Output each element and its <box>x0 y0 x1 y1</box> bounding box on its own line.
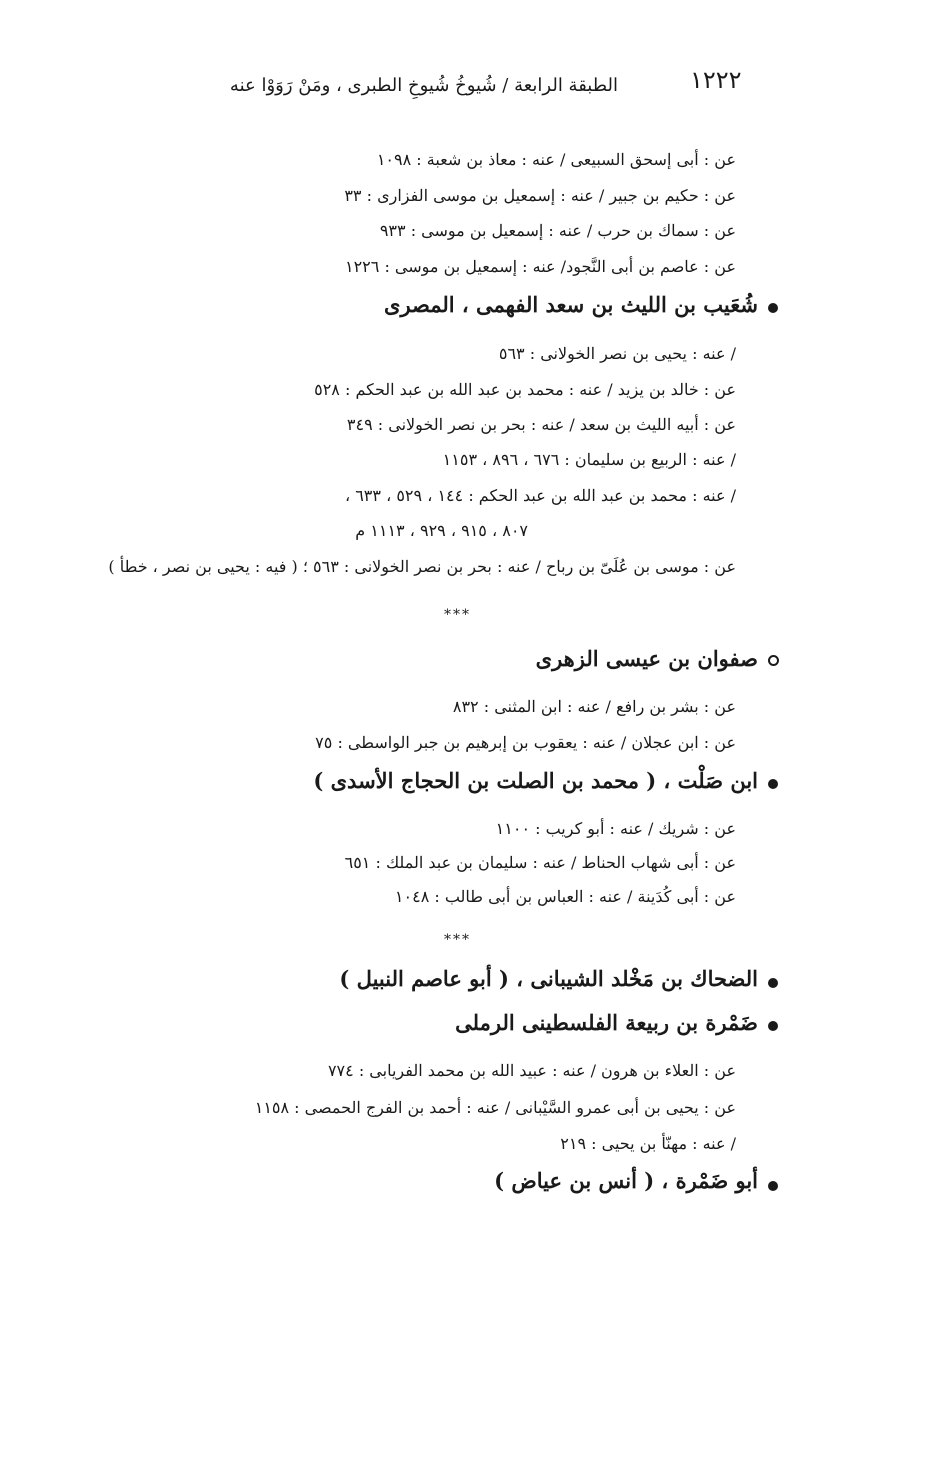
narrator-heading: أبو ضَمْرة ، ( أنس بن عياض ) <box>494 1168 758 1193</box>
bullet-icon <box>768 779 778 789</box>
entry-line: عن : يحيى بن أبى عمرو السَّيْبانى / عنه : أحمد بن الفرج الحمصى : ١١٥٨ <box>254 1098 736 1117</box>
bullet-icon <box>768 655 779 666</box>
entry-line: عن : أبى إسحق السبيعى / عنه : معاذ بن شعبة : ١٠٩٨ <box>376 150 736 169</box>
entry-line: عن : شريك / عنه : أبو كريب : ١١٠٠ <box>495 819 736 838</box>
narrator-heading: ابن صَلْت ، ( محمد بن الصلت بن الحجاج الأسدى ) <box>313 768 758 793</box>
narrator-heading: الضحاك بن مَخْلد الشيبانى ، ( أبو عاصم النبيل ) <box>339 966 758 991</box>
page-number: ١٢٢٢ <box>690 66 742 94</box>
narrator-heading: صفوان بن عيسى الزهرى <box>535 646 758 671</box>
entry-line: عن : موسى بن عُلَىّ بن رباح / عنه : بحر بن نصر الخولانى : ٥٦٣ ؛ ( فيه : يحيى بن نصر ، خطأ ) <box>108 557 736 576</box>
entry-line: / عنه : محمد بن عبد الله بن عبد الحكم : ١٤٤ ، ٥٢٩ ، ٦٣٣ ، <box>344 486 736 505</box>
bullet-icon <box>768 303 778 313</box>
entry-line: / عنه : الربيع بن سليمان : ٦٧٦ ، ٨٩٦ ، ١١٥٣ <box>442 450 736 469</box>
entry-line: عن : خالد بن يزيد / عنه : محمد بن عبد الله بن عبد الحكم : ٥٢٨ <box>314 380 736 399</box>
entry-line-continuation: ٨٠٧ ، ٩١٥ ، ٩٢٩ ، ١١١٣ م <box>355 521 528 540</box>
entry-line: عن : عاصم بن أبى النَّجود/ عنه : إسمعيل بن موسى : ١٢٢٦ <box>344 257 736 276</box>
entry-line: عن : ابن عجلان / عنه : يعقوب بن إبرهيم بن جبر الواسطى : ٧٥ <box>315 733 736 752</box>
entry-line: عن : أبى شهاب الحناط / عنه : سليمان بن عبد الملك : ٦٥١ <box>344 853 736 872</box>
entry-line: عن : حكيم بن جبير / عنه : إسمعيل بن موسى الفزارى : ٣٣ <box>344 186 736 205</box>
entry-line: عن : العلاء بن هرون / عنه : عبيد الله بن محمد الفريابى : ٧٧٤ <box>327 1061 736 1080</box>
bullet-icon <box>768 1181 778 1191</box>
bullet-icon <box>768 978 778 988</box>
entry-line: عن : بشر بن رافع / عنه : ابن المثنى : ٨٣٢ <box>452 697 736 716</box>
entry-line: / عنه : يحيى بن نصر الخولانى : ٥٦٣ <box>498 344 736 363</box>
entry-line: عن : سماك بن حرب / عنه : إسمعيل بن موسى : ٩٣٣ <box>379 221 736 240</box>
section-separator: *** <box>444 932 471 948</box>
entry-line: عن : أبى كُدَينة / عنه : العباس بن أبى طالب : ١٠٤٨ <box>394 887 736 906</box>
narrator-heading: ضَمْرة بن ربيعة الفلسطينى الرملى <box>455 1010 758 1035</box>
running-header: الطبقة الرابعة / شُيوخُ شُيوخِ الطبرى ، ومَنْ رَوَوْا عنه <box>229 75 618 96</box>
entry-line: / عنه : مهنّأ بن يحيى : ٢١٩ <box>560 1134 736 1153</box>
section-separator: *** <box>444 607 471 623</box>
bullet-icon <box>768 1021 778 1031</box>
narrator-heading: شُعَيب بن الليث بن سعد الفهمى ، المصرى <box>384 292 758 317</box>
entry-line: عن : أبيه الليث بن سعد / عنه : بحر بن نصر الخولانى : ٣٤٩ <box>346 415 736 434</box>
